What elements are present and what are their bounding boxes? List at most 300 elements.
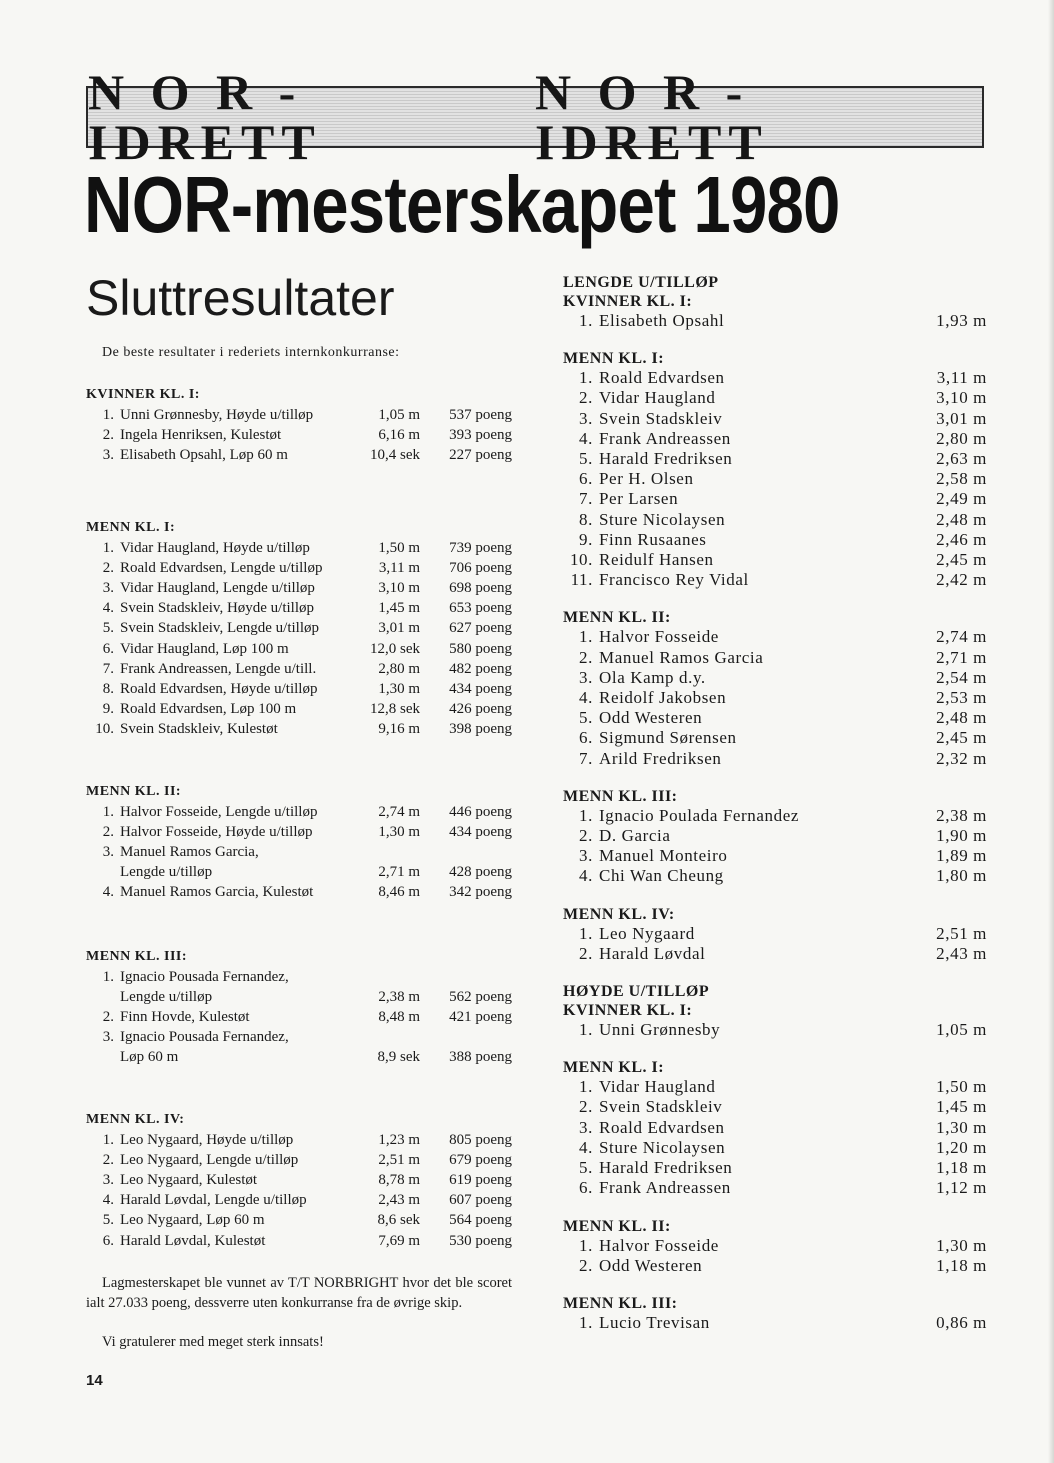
result-value: 1,20 m [936,1137,987,1157]
result-value: 9,16 m [378,721,420,738]
result-points: 739 poeng [449,539,512,556]
result-row [86,987,512,1007]
athlete-name: Vidar Haugland [599,1077,716,1097]
rank-number: 1. [579,627,593,647]
rank-number: 2. [579,826,593,846]
class-heading: KVINNER KL. I: [563,1002,693,1020]
result-value: 1,30 m [378,823,420,840]
rank-number: 4. [579,866,593,886]
result-value: 1,93 m [936,311,987,330]
rank-number: 7. [579,489,593,509]
athlete-name: Lucio Trevisan [599,1312,710,1332]
result-points: 679 poeng [449,1151,512,1168]
result-points: 627 poeng [449,620,512,637]
rank-number: 1. [579,1020,593,1040]
athlete-event: Svein Stadskleiv, Lengde u/tilløp [120,620,320,637]
athlete-name: Francisco Rey Vidal [599,570,749,590]
result-points: 530 poeng [449,1232,512,1249]
athlete-name: Manuel Monteiro [599,846,728,866]
rank-number: 1. [579,1077,593,1097]
result-row [86,598,512,618]
athlete-event: Manuel Ramos Garcia, Kulestøt [120,884,314,901]
page-subtitle: Sluttresultater [86,270,395,326]
rank-number: 5. [579,708,593,728]
result-value: 2,48 m [936,708,987,728]
result-row [86,1130,512,1150]
athlete-name: Ignacio Poulada Fernandez [599,805,800,825]
result-points: 706 poeng [449,559,512,576]
athlete-event: Harald Løvdal, Lengde u/tilløp [120,1192,307,1209]
result-row [563,806,987,826]
rank-number: 1. [579,805,593,825]
athlete-name: Halvor Fosseide [599,1235,719,1255]
rank-number: 4. [102,600,114,617]
result-points: 426 poeng [449,701,512,718]
rank-number: 1. [102,803,114,820]
athlete-event: Halvor Fosseide, Lengde u/tilløp [120,803,318,820]
rank-number: 1. [102,968,114,985]
rank-number: 4. [579,688,593,708]
class-heading: MENN KL. III: [563,787,678,805]
section-heading: MENN KL. IV: [86,1111,185,1127]
result-points: 393 poeng [449,427,512,444]
class-heading: MENN KL. II: [563,609,671,627]
result-value: 1,18 m [936,1158,987,1178]
result-value: 2,58 m [936,469,987,489]
rank-number: 1. [102,407,114,423]
result-row [563,944,987,964]
athlete-name: Halvor Fosseide [599,627,719,647]
athlete-name: Frank Andreassen [599,428,731,448]
athlete-name: Svein Stadskleiv [599,408,723,428]
result-row [563,1178,987,1198]
class-heading: KVINNER KL. I: [563,293,693,310]
result-points: 434 poeng [449,823,512,840]
athlete-name: Per Larsen [599,489,679,509]
rank-number: 1. [102,1131,114,1148]
result-value: 2,42 m [936,570,987,590]
athlete-event: Løp 60 m [120,1049,179,1066]
rank-number: 3. [579,408,593,428]
rank-number [86,862,114,882]
result-value: 8,46 m [378,884,420,901]
result-row [563,688,987,708]
result-row [563,368,987,388]
athlete-event: Elisabeth Opsahl, Løp 60 m [120,447,288,464]
rank-number: 2. [579,943,593,963]
rank-number: 2. [102,823,114,840]
athlete-name: Vidar Haugland [599,388,716,408]
athlete-event: Lengde u/tilløp [120,864,213,881]
athlete-name: Arild Fredriksen [599,748,722,768]
banner-text-left: N O R - IDRETT [88,64,322,170]
rank-number: 6. [579,728,593,748]
result-row [86,1231,512,1251]
result-value: 3,11 m [936,368,987,388]
result-row [563,749,987,769]
result-row [563,388,987,408]
athlete-event: Leo Nygaard, Høyde u/tilløp [120,1131,294,1148]
athlete-event: Vidar Haugland, Løp 100 m [120,640,289,657]
rank-number [86,1047,114,1067]
result-value: 3,10 m [936,388,987,408]
results-section [86,385,512,466]
result-points: 434 poeng [449,681,512,698]
result-row [86,1027,512,1047]
result-points: 428 poeng [449,864,512,881]
athlete-event: Ignacio Pousada Fernandez, [120,968,289,985]
result-row [563,1158,987,1178]
result-value: 2,71 m [378,864,420,881]
rank-number: 1. [579,1312,593,1332]
result-value: 1,89 m [936,846,987,866]
rank-number [86,987,114,1007]
athlete-event: Svein Stadskleiv, Høyde u/tilløp [120,600,315,617]
result-points: 580 poeng [449,640,512,657]
section-heading: MENN KL. III: [86,948,188,964]
result-row [563,1077,987,1097]
section-spacer [86,740,512,782]
athlete-name: Reidulf Hansen [599,550,714,570]
rank-number: 3. [102,447,114,464]
rank-number: 5. [579,449,593,469]
result-row [86,719,512,739]
result-value: 6,16 m [378,427,420,444]
rank-number: 9. [102,701,114,718]
page-edge-shadow [1048,0,1054,1463]
rank-number: 10. [569,550,593,570]
result-value: 2,38 m [378,988,420,1005]
result-row [563,846,987,866]
athlete-name: Sture Nicolaysen [599,509,726,529]
result-row [563,866,987,886]
athlete-name: Roald Edvardsen [599,1117,725,1137]
result-row [563,550,987,570]
athlete-event: Roald Edvardsen, Lengde u/tilløp [120,559,323,576]
result-points: 698 poeng [449,580,512,597]
athlete-event: Svein Stadskleiv, Kulestøt [120,721,278,738]
result-row [563,510,987,530]
result-value: 0,86 m [936,1312,987,1332]
result-points: 805 poeng [449,1131,512,1148]
result-value: 2,80 m [936,428,987,448]
result-value [342,842,420,862]
rank-number: 4. [102,884,114,901]
rank-number: 5. [102,1212,114,1229]
result-row [86,822,512,842]
result-points: 421 poeng [449,1009,512,1026]
result-value: 12,8 sek [370,701,420,718]
rank-number: 7. [102,660,114,677]
result-row [563,728,987,748]
athlete-name: Roald Edvardsen [599,368,725,388]
athlete-event: Unni Grønnesby, Høyde u/tilløp [120,407,314,423]
athlete-event: Ingela Henriksen, Kulestøt [120,427,282,444]
result-row [86,1150,512,1170]
result-row [563,409,987,429]
athlete-event: Roald Edvardsen, Høyde u/tilløp [120,681,318,698]
result-row [563,469,987,489]
athlete-name: Chi Wan Cheung [599,866,724,886]
section-spacer [563,769,987,787]
rank-number: 3. [102,580,114,597]
rank-number: 6. [579,469,593,489]
result-value: 2,48 m [936,509,987,529]
result-value: 1,05 m [936,1020,987,1040]
athlete-name: Elisabeth Opsahl [599,311,725,330]
athlete-event: Roald Edvardsen, Løp 100 m [120,701,297,718]
result-row [86,405,512,425]
rank-number: 5. [579,1158,593,1178]
athlete-event: Halvor Fosseide, Høyde u/tilløp [120,823,313,840]
rank-number: 9. [579,529,593,549]
result-row [86,1047,512,1067]
result-row [86,639,512,659]
result-value: 3,11 m [378,559,420,576]
athlete-name: D. Garcia [599,826,671,846]
event-heading: HØYDE U/TILLØP [563,983,710,1001]
result-value: 2,51 m [378,1151,420,1168]
result-points: 562 poeng [449,988,512,1005]
class-heading: MENN KL. I: [563,1059,665,1077]
result-points: 227 poeng [449,447,512,464]
rank-number: 3. [102,1172,114,1189]
result-value: 1,90 m [936,826,987,846]
result-value: 8,48 m [378,1009,420,1026]
result-value: 3,10 m [378,580,420,597]
result-row [86,425,512,445]
rank-number: 2. [102,559,114,576]
rank-number: 4. [579,1137,593,1157]
rank-number: 7. [579,748,593,768]
rank-number: 3. [579,667,593,687]
athlete-event: Lengde u/tilløp [120,988,213,1005]
result-value: 1,30 m [936,1235,987,1255]
result-row [563,530,987,550]
result-row [563,1313,987,1333]
class-heading: MENN KL. III: [563,1294,678,1312]
result-value: 2,43 m [936,943,987,963]
rank-number: 6. [102,1232,114,1249]
left-column [86,385,512,1352]
section-spacer [563,1199,987,1217]
result-row [563,1256,987,1276]
results-section [86,782,512,903]
result-row [563,1236,987,1256]
athlete-event: Ignacio Pousada Fernandez, [120,1029,289,1046]
rank-number: 3. [102,1029,114,1046]
result-row [86,1170,512,1190]
result-value: 7,69 m [378,1232,420,1249]
result-value: 2,80 m [378,660,420,677]
rank-number: 5. [102,620,114,637]
section-spacer [563,590,987,608]
closing-paragraph: Lagmesterskapet ble vunnet av T/T NORBRIGHT hvor det ble scoret ialt 27.033 poeng, dessverre uten konkurranse fra de øvrige skip. [86,1274,512,1312]
athlete-name: Sigmund Sørensen [599,728,737,748]
result-row [563,648,987,668]
result-value: 1,80 m [936,866,987,886]
result-value: 3,01 m [378,620,420,637]
rank-number: 1. [579,311,593,330]
result-row [86,578,512,598]
section-spacer [86,466,512,518]
result-row [563,1118,987,1138]
result-row [563,627,987,647]
right-column [563,273,987,1333]
result-points: 537 poeng [449,407,512,423]
athlete-name: Ola Kamp d.y. [599,667,706,687]
rank-number: 4. [579,428,593,448]
result-value: 2,71 m [936,647,987,667]
athlete-name: Leo Nygaard [599,923,695,943]
result-row [563,449,987,469]
result-points [420,967,512,987]
results-section [86,518,512,740]
rank-number: 1. [102,539,114,556]
rank-number: 1. [579,923,593,943]
result-points: 607 poeng [449,1192,512,1209]
result-value: 1,45 m [936,1097,987,1117]
rank-number: 3. [579,1117,593,1137]
result-row [563,1020,987,1040]
result-row [563,668,987,688]
result-value: 1,30 m [936,1117,987,1137]
rank-number: 11. [570,570,593,590]
athlete-event: Leo Nygaard, Kulestøt [120,1172,258,1189]
result-row [86,659,512,679]
result-points: 482 poeng [449,660,512,677]
result-value: 2,74 m [378,803,420,820]
athlete-name: Reidolf Jakobsen [599,688,727,708]
athlete-name: Sture Nicolaysen [599,1137,726,1157]
section-heading: MENN KL. II: [86,783,182,799]
rank-number: 2. [579,647,593,667]
result-value: 8,78 m [378,1172,420,1189]
page-number: 14 [86,1372,103,1389]
closing-line: Vi gratulerer med meget sterk innsats! [102,1333,324,1350]
result-value: 1,18 m [936,1255,987,1275]
result-row [86,802,512,822]
result-points: 446 poeng [449,803,512,820]
result-value: 3,01 m [936,408,987,428]
rank-number: 4. [102,1192,114,1209]
result-row [86,445,512,465]
rank-number: 2. [579,1255,593,1275]
results-section [86,1110,512,1251]
result-points [420,1027,512,1047]
result-value: 2,45 m [936,728,987,748]
rank-number: 10. [95,721,114,738]
result-row [86,1190,512,1210]
section-spacer [563,1040,987,1058]
athlete-name: Svein Stadskleiv [599,1097,723,1117]
rank-number: 8. [102,681,114,698]
section-heading: KVINNER KL. I: [86,387,200,402]
banner-text-right: N O R - IDRETT [535,64,769,170]
result-row [86,882,512,902]
result-value: 2,53 m [936,688,987,708]
result-value [342,967,420,987]
result-row [86,1007,512,1027]
result-row [563,489,987,509]
result-row [86,842,512,862]
section-heading: MENN KL. I: [86,519,176,535]
result-value: 1,12 m [936,1178,987,1198]
rank-number: 2. [102,427,114,444]
result-points: 398 poeng [449,721,512,738]
result-value: 1,45 m [378,600,420,617]
result-row [86,967,512,987]
result-row [86,679,512,699]
class-heading: MENN KL. II: [563,1217,671,1235]
athlete-event: Manuel Ramos Garcia, [120,844,259,861]
section-spacer [86,1068,512,1110]
result-points: 619 poeng [449,1172,512,1189]
result-value: 2,54 m [936,667,987,687]
rank-number: 2. [579,1097,593,1117]
page-title: NOR-mesterskapet 1980 [84,160,840,249]
result-value: 2,74 m [936,627,987,647]
athlete-event: Finn Hovde, Kulestøt [120,1009,250,1026]
athlete-name: Finn Rusaanes [599,529,707,549]
result-value: 1,50 m [378,539,420,556]
athlete-event: Frank Andreassen, Lengde u/till. [120,660,317,677]
athlete-name: Unni Grønnesby [599,1020,721,1040]
result-row [563,311,987,331]
result-value: 2,63 m [936,449,987,469]
section-spacer [86,903,512,947]
result-value: 2,45 m [936,550,987,570]
result-row [563,1097,987,1117]
athlete-name: Frank Andreassen [599,1178,731,1198]
athlete-event: Leo Nygaard, Lengde u/tilløp [120,1151,299,1168]
rank-number: 3. [579,846,593,866]
result-points: 653 poeng [449,600,512,617]
result-row [86,1210,512,1230]
result-row [563,826,987,846]
section-banner [86,64,984,170]
athlete-event: Harald Løvdal, Kulestøt [120,1232,266,1249]
rank-number: 3. [102,844,114,861]
rank-number: 1. [579,368,593,388]
result-row [563,570,987,590]
athlete-name: Odd Westeren [599,708,703,728]
result-value: 1,30 m [378,681,420,698]
result-value: 8,6 sek [377,1212,420,1229]
result-value: 10,4 sek [370,447,420,464]
athlete-name: Odd Westeren [599,1255,703,1275]
section-spacer [563,1276,987,1294]
athlete-name: Harald Fredriksen [599,449,733,469]
result-value: 1,50 m [936,1077,987,1097]
rank-number: 8. [579,509,593,529]
athlete-name: Harald Fredriksen [599,1158,733,1178]
rank-number: 6. [102,640,114,657]
athlete-name: Manuel Ramos Garcia [599,647,764,667]
intro-text: De beste resultater i rederiets internkonkurranse: [102,345,400,360]
result-value [342,1027,420,1047]
result-value: 8,9 sek [377,1049,420,1066]
result-row [86,618,512,638]
athlete-name: Harald Løvdal [599,943,706,963]
athlete-name: Per H. Olsen [599,469,694,489]
rank-number: 2. [579,388,593,408]
section-spacer [563,331,987,349]
section-spacer [563,887,987,905]
rank-number: 2. [102,1151,114,1168]
class-heading: MENN KL. I: [563,350,665,368]
rank-number: 6. [579,1178,593,1198]
